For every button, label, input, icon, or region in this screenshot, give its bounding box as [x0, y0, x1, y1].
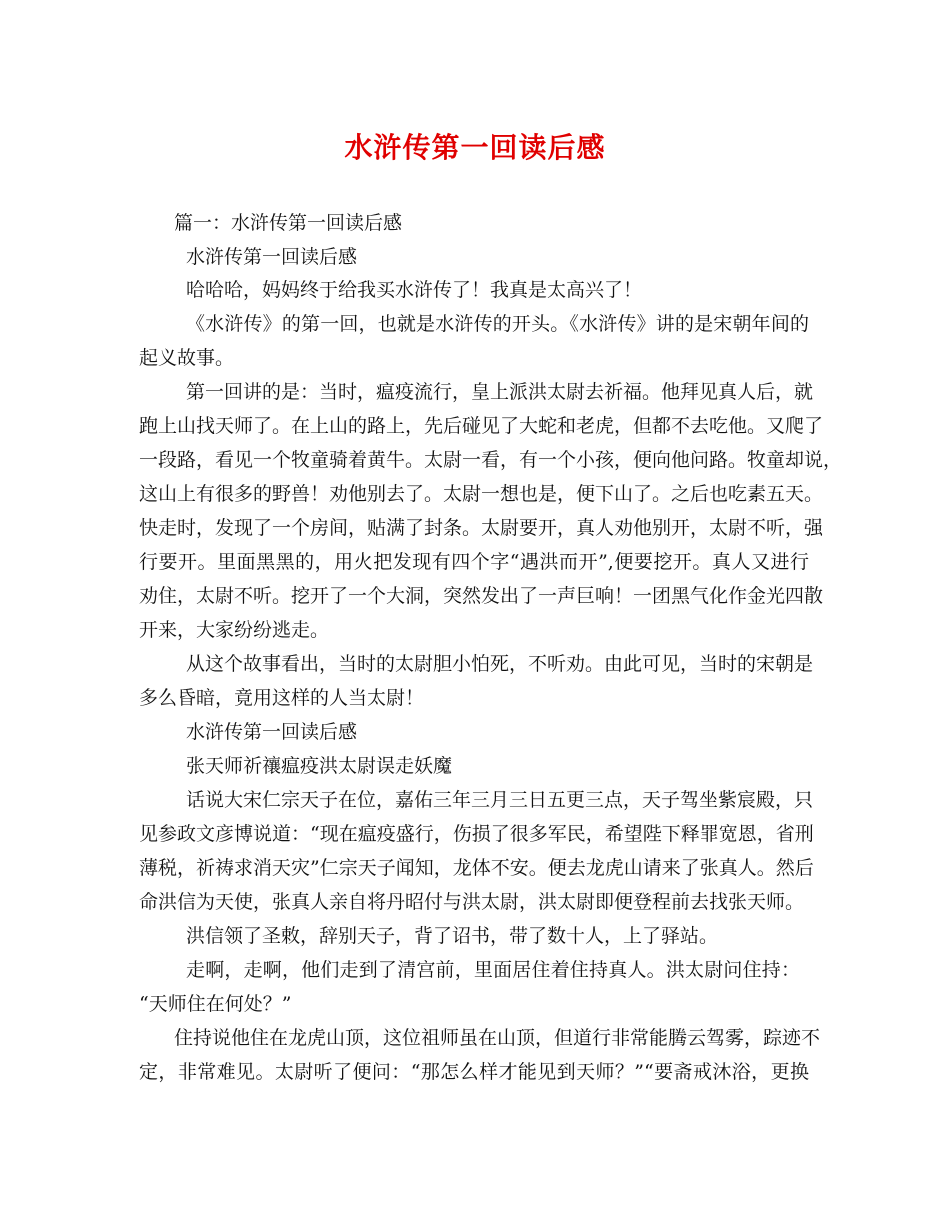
paragraph-line: 起义故事。	[139, 347, 235, 369]
paragraph-line: 快走时，发现了一个房间，贴满了封条。太尉要开，真人劝他别开，太尉不听，强	[139, 517, 824, 539]
paragraph-line: “天师住在何处？”	[139, 993, 292, 1015]
paragraph-line: 一段路，看见一个牧童骑着黄牛。太尉一看，有一个小孩，便向他问路。牧童却说，	[139, 449, 843, 471]
paragraph-line: 定，非常难见。太尉听了便问：“那怎么样才能见到天师？”“要斋戒沐浴，更换	[139, 1061, 809, 1083]
paragraph-line: 第一回讲的是：当时，瘟疫流行，皇上派洪太尉去祈福。他拜见真人后，就	[186, 381, 814, 403]
paragraph-line: 洪信领了圣敕，辞别天子，背了诏书，带了数十人，上了驿站。	[186, 925, 719, 947]
paragraph-line: 《水浒传》的第一回，也就是水浒传的开头。《水浒传》讲的是宋朝年间的	[186, 313, 809, 335]
paragraph-line: 多么昏暗，竟用这样的人当太尉！	[139, 687, 425, 709]
subheading: 水浒传第一回读后感	[186, 721, 358, 743]
paragraph-line: 劝住，太尉不听。挖开了一个大洞，突然发出了一声巨响！一团黑气化作金光四散	[139, 585, 824, 607]
paragraph-line: 命洪信为天使，张真人亲自将丹昭付与洪太尉，洪太尉即便登程前去找张天师。	[139, 891, 805, 913]
paragraph-line: 见参政文彦博说道：“现在瘟疫盛行，伤损了很多军民，希望陛下释罪宽恩，省刑	[139, 823, 814, 845]
paragraph-line: 开来，大家纷纷逃走。	[139, 619, 330, 641]
document-title: 水浒传第一回读后感	[344, 131, 606, 164]
paragraph-line: 哈哈哈，妈妈终于给我买水浒传了！我真是太高兴了！	[186, 279, 643, 301]
paragraph-line: 行要开。里面黑黑的，用火把发现有四个字“遇洪而开”,便要挖开。真人又进行	[139, 551, 809, 573]
paragraph-line: 这山上有很多的野兽！劝他别去了。太尉一想也是，便下山了。之后也吃素五天。	[139, 483, 824, 505]
subheading: 水浒传第一回读后感	[186, 246, 358, 268]
section-heading: 篇一：水浒传第一回读后感	[174, 212, 403, 234]
paragraph-line: 住持说他住在龙虎山顶，这位祖师虽在山顶，但道行非常能腾云驾雾，踪迹不	[174, 1027, 821, 1049]
paragraph-line: 薄税，祈祷求消天灾”仁宗天子闻知，龙体不安。便去龙虎山请来了张真人。然后	[139, 857, 814, 879]
chapter-title: 张天师祈禳瘟疫洪太尉误走妖魔	[186, 755, 453, 777]
paragraph-line: 跑上山找天师了。在上山的路上，先后碰见了大蛇和老虎，但都不去吃他。又爬了	[139, 415, 824, 437]
paragraph-line: 从这个故事看出，当时的太尉胆小怕死，不听劝。由此可见，当时的宋朝是	[186, 653, 814, 675]
paragraph-line: 走啊，走啊，他们走到了清宫前，里面居住着住持真人。洪太尉问住持：	[186, 959, 800, 981]
paragraph-line: 话说大宋仁宗天子在位，嘉佑三年三月三日五更三点，天子驾坐紫宸殿，只	[186, 789, 814, 811]
